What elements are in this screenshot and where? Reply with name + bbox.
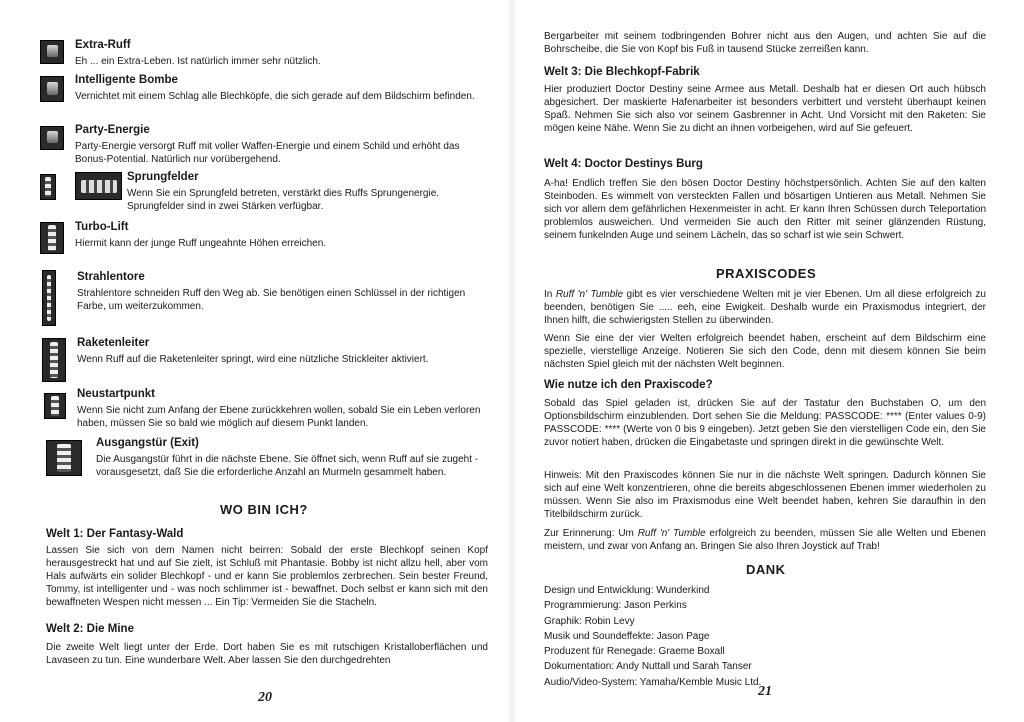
item-text: Die Ausgangstür führt in die nächste Ebene. Sie öffnet sich, wenn Ruff auf sie zugeht - vorausgesetzt, daß Sie die erforderliche Anzahl an Murmeln gesammelt haben. xyxy=(96,454,479,478)
erinnerung-post: erfolgreich zu beenden, müssen Sie alle Welten und Ebenen meistern, und zwar von Anfang an. Bringen Sie also Ihren Joystick auf Trab! xyxy=(544,528,986,552)
spring-pad-small-icon xyxy=(40,174,56,200)
howto-text: Sobald das Spiel geladen ist, drücken Sie auf der Tastatur den Buchstaben O, um den Optionsbildschirm einzublenden. Dort sehen Sie die Meldung: PASSCODE: **** (Enter values 0-9) PASSCODE: **** (Werte von 0 bis 9 eingeben). Jetzt geben Sie den vierstelligen Code ein, den Sie zuvor notiert haben, drücken die Eingabetaste und springen direkt in die gewünschte Welt. xyxy=(544,398,986,448)
welt1-title: Welt 1: Der Fantasy-Wald xyxy=(46,528,184,540)
beam-gate-icon xyxy=(42,270,56,326)
item-title: Sprungfelder xyxy=(127,171,199,183)
credit-line: Audio/Video-System: Yamaha/Kemble Music Ltd. xyxy=(544,676,762,688)
item-text: Eh ... ein Extra-Leben. Ist natürlich immer sehr nützlich. xyxy=(75,56,321,67)
exit-door-icon xyxy=(46,440,82,476)
hinweis-text: Hinweis: Mit den Praxiscodes können Sie nur in die nächste Welt springen. Dadurch können Sie sich auf eine Welt konzentrieren, ohne die bereits abgeschlossenen Ebenen immer wiederholen zu müssen. Wenn Sie also im Praxismodus eine Welt beendet haben, kehren Sie daraufhin in den Titelbildschirm zurück. xyxy=(544,470,986,520)
item-ausgangstuer xyxy=(96,436,486,479)
item-title: Turbo-Lift xyxy=(75,221,129,233)
energy-icon xyxy=(40,126,64,150)
item-extra-ruff xyxy=(75,38,495,68)
page-number-left: 20 xyxy=(258,690,272,705)
welt1-text: Lassen Sie sich von dem Namen nicht beirren: Sobald der erste Blechkopf seinen Kopf herausgestreckt hat und auf Sie zielt, ist Schluß mit Phantasie. Bobby ist nicht allzu hell, aber vom Hals aufwärts ein solider Blechkopf - und er kann Sie problemlos zerbrechen. Sein bester Freund, Tommy, ist intelligenter und - was noch schlimmer ist - bewaffnet. Doch selbst er kann sich mit den bewaffneten Wespen nicht messen ... Ein Tip: Vermeiden Sie die Stacheln. xyxy=(46,545,488,608)
praxis-paragraph-1 xyxy=(544,288,986,327)
item-neustartpunkt xyxy=(77,387,485,430)
restart-point-icon xyxy=(44,393,66,419)
item-text: Party-Energie versorgt Ruff mit voller Waffen-Energie und einem Schild und erhöht das Bonus-Potential. Natürlich nur vorübergehend. xyxy=(75,141,460,165)
welt3-text: Hier produziert Doctor Destiny seine Armee aus Metall. Deshalb hat er diesen Ort auch hübsch abgesichert. Der maskierte Hafenarbeiter ist besonders verbittert und versteht überhaupt keinen Spaß. Nehmen Sie sich also vor seinem Gasbrenner in Acht. Und Vorsicht mit den Raketen: Sie mögen keine Nähe. Wenn Sie zu dicht an ihnen vorbeigehen, wird auf Sie gefeuert. xyxy=(544,84,986,134)
welt4-text: A-ha! Endlich treffen Sie den bösen Doctor Destiny höchstpersönlich. Achten Sie auf den kalten Steinboden. Es wimmelt von versteckten Fallen und bösartigen Untieren aus Metall. Nehmen Sie sich vor allem dem gefährlichen Hexenmeister in acht. Er kann Ihren Schüssen durch Teleportation problemlos ausweichen. Und vermeiden Sie auch den Ritter mit seiner glänzenden Rüstung, seinem funkelnden Auge und seinem Lächeln, das so scharf ist wie sein Schwert. xyxy=(544,178,986,241)
item-title: Strahlentore xyxy=(77,271,145,283)
page-number-right: 21 xyxy=(758,684,772,699)
welt2-text: Die zweite Welt liegt unter der Erde. Dort haben Sie es mit rutschigen Kristalloberflächen und Lavaseen zu tun. Eine wunderbare Welt. Aber lassen Sie den durchgedrehten xyxy=(46,642,488,666)
game-title-emphasis: Ruff 'n' Tumble xyxy=(555,289,624,300)
credit-line: Programmierung: Jason Perkins xyxy=(544,600,687,612)
item-text: Vernichtet mit einem Schlag alle Blechköpfe, die sich gerade auf dem Bildschirm befinden. xyxy=(75,91,475,102)
section-title-praxiscodes: PRAXISCODES xyxy=(716,266,817,281)
continuation-text: Bergarbeiter mit seinem todbringenden Bohrer nicht aus den Augen, und achten Sie auf die Bohrscheibe, die Sie von Kopf bis Fuß in tausend Stücke zerreißen kann. xyxy=(544,31,986,55)
item-text: Wenn Ruff auf die Raketenleiter springt, wird eine nützliche Strickleiter aktiviert. xyxy=(77,354,429,365)
section-title-wo-bin-ich: WO BIN ICH? xyxy=(220,502,308,517)
item-title: Neustartpunkt xyxy=(77,388,155,400)
item-text: Wenn Sie nicht zum Anfang der Ebene zurückkehren wollen, sobald Sie ein Leben verloren haben, müssen Sie so bald wie möglich auf diesem Punkt landen. xyxy=(77,405,481,429)
howto-title: Wie nutze ich den Praxiscode? xyxy=(544,379,713,391)
item-title: Ausgangstür (Exit) xyxy=(96,437,199,449)
credit-line: Graphik: Robin Levy xyxy=(544,615,635,627)
item-party-energie xyxy=(75,123,485,166)
credit-line: Dokumentation: Andy Nuttall und Sarah Tanser xyxy=(544,661,752,673)
item-title: Party-Energie xyxy=(75,124,150,136)
credits-list xyxy=(544,583,761,690)
item-title: Raketenleiter xyxy=(77,337,150,349)
credit-line: Design und Entwicklung: Wunderkind xyxy=(544,585,710,596)
item-text: Strahlentore schneiden Ruff den Weg ab. Sie benötigen einen Schlüssel in der richtigen Farbe, um weiterzukommen. xyxy=(77,288,466,312)
praxis-paragraph-2: Wenn Sie eine der vier Welten erfolgreich beendet haben, erscheint auf dem Bildschirm eine spezielle, vierstellige Anzeige. Notieren Sie sich den Code, denn mit diesem können Sie beim nächsten Spiel gleich mit der nächsten Welt beginnen. xyxy=(544,333,986,370)
item-raketenleiter xyxy=(77,336,485,366)
item-turbo-lift xyxy=(75,220,485,250)
erinnerung-paragraph xyxy=(544,527,986,553)
praxis-p1-pre: In xyxy=(544,289,556,300)
turbo-lift-icon xyxy=(40,222,64,254)
item-title: Intelligente Bombe xyxy=(75,74,178,86)
erinnerung-pre: Zur Erinnerung: Um xyxy=(544,528,638,539)
item-sprungfelder xyxy=(127,170,487,213)
section-title-dank: DANK xyxy=(746,562,786,577)
credit-line: Musik und Soundeffekte: Jason Page xyxy=(544,630,710,642)
welt2-title: Welt 2: Die Mine xyxy=(46,623,134,635)
bomb-icon xyxy=(40,76,64,102)
extra-ruff-icon xyxy=(40,40,64,64)
item-title: Extra-Ruff xyxy=(75,39,131,51)
item-text: Hiermit kann der junge Ruff ungeahnte Höhen erreichen. xyxy=(75,238,327,249)
item-strahlentore xyxy=(77,270,485,313)
item-text: Wenn Sie ein Sprungfeld betreten, verstärkt dies Ruffs Sprungenergie. Sprungfelder sind in zwei Stärken verfügbar. xyxy=(127,188,440,212)
welt4-title: Welt 4: Doctor Destinys Burg xyxy=(544,158,703,170)
welt3-title: Welt 3: Die Blechkopf-Fabrik xyxy=(544,66,700,78)
credit-line: Produzent für Renegade: Graeme Boxall xyxy=(544,646,725,658)
game-title-emphasis: Ruff 'n' Tumble xyxy=(637,528,706,539)
spring-pad-icon xyxy=(75,172,122,200)
rocket-ladder-icon xyxy=(42,338,66,382)
item-intelligente-bombe xyxy=(75,73,485,103)
praxis-p1-post: gibt es vier verschiedene Welten mit je vier Ebenen. Um all diese erfolgreich zu beenden, benötigen Sie ..... eeh, eine Ewigkeit. Deshalb wurde ein Praxismodus integriert, der Ihnen hilft, die schwierigsten Stellen zu überwinden. xyxy=(544,289,986,326)
